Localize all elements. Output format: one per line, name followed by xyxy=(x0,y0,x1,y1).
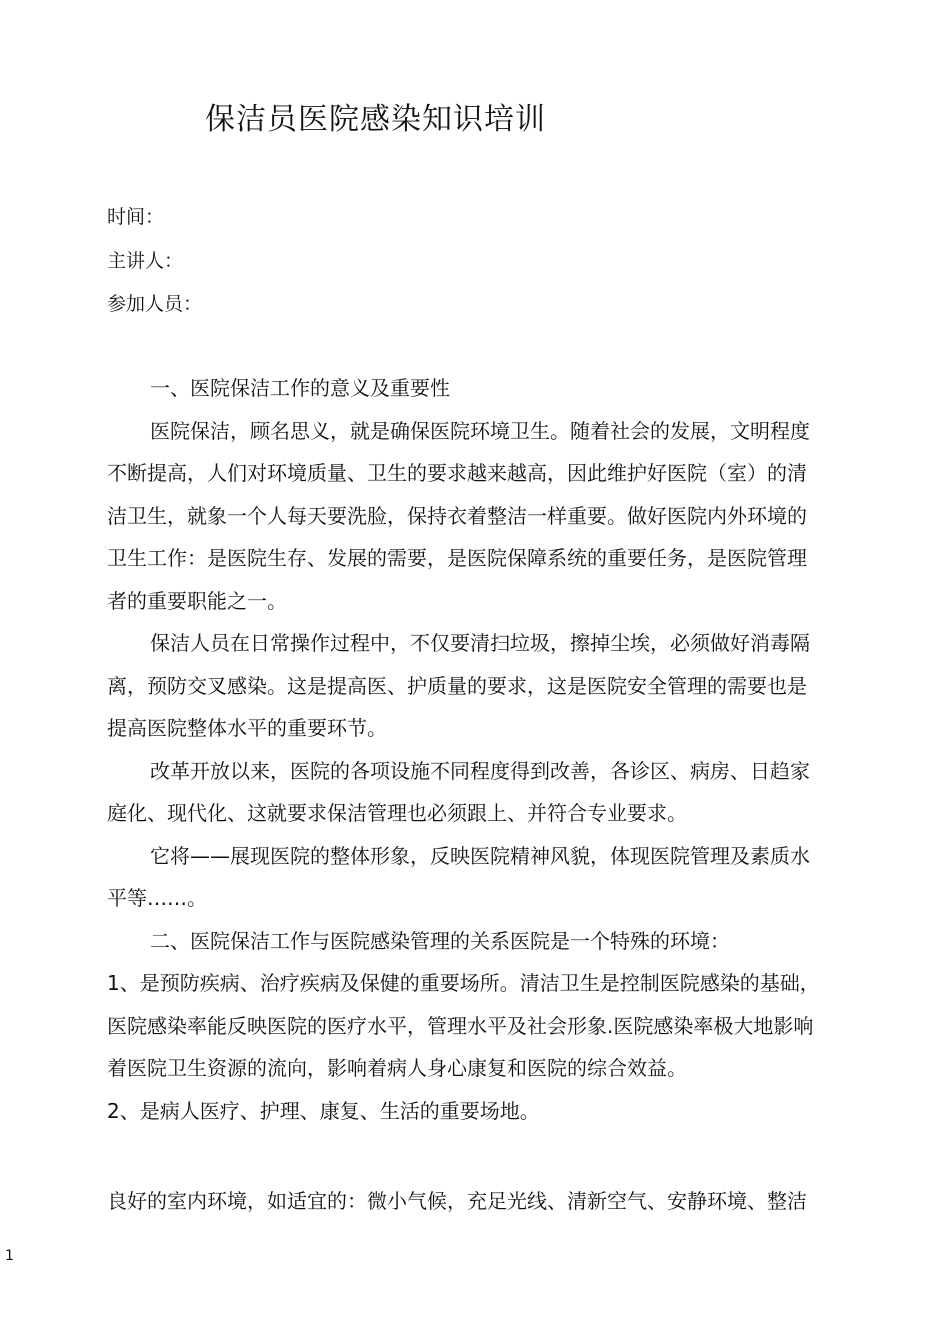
paragraph-line: 不断提高，人们对环境质量、卫生的要求越来越高，因此维护好医院（室）的清 xyxy=(107,461,807,485)
list-item-2: 2、是病人医疗、护理、康复、生活的重要场地。 xyxy=(107,1099,540,1123)
paragraph-line: 保洁人员在日常操作过程中，不仅要清扫垃圾，擦掉尘埃，必须做好消毒隔 xyxy=(150,631,810,655)
speaker-label: 主讲人： xyxy=(107,250,184,272)
paragraph-line: 洁卫生，就象一个人每天要洗脸，保持衣着整洁一样重要。做好医院内外环境的 xyxy=(107,504,807,528)
paragraph-line: 医院感染率能反映医院的医疗水平，管理水平及社会形象.医院感染率极大地影响 xyxy=(107,1014,814,1038)
paragraph-line: 着医院卫生资源的流向，影响着病人身心康复和医院的综合效益。 xyxy=(107,1056,687,1080)
paragraph-line: 卫生工作：是医院生存、发展的需要，是医院保障系统的重要任务，是医院管理 xyxy=(107,546,807,570)
section-heading-2: 二、医院保洁工作与医院感染管理的关系医院是一个特殊的环境： xyxy=(150,929,730,953)
paragraph-line: 提高医院整体水平的重要环节。 xyxy=(107,716,387,740)
paragraph-line: 离，预防交叉感染。这是提高医、护质量的要求，这是医院安全管理的需要也是 xyxy=(107,674,807,698)
paragraph-line: 平等……。 xyxy=(107,886,207,910)
paragraph-line: 庭化、现代化、这就要求保洁管理也必须跟上、并符合专业要求。 xyxy=(107,801,687,825)
paragraph-line: 者的重要职能之一。 xyxy=(107,589,287,613)
paragraph-line: 它将——展现医院的整体形象，反映医院精神风貌，体现医院管理及素质水 xyxy=(150,844,810,868)
page-number: 1 xyxy=(5,1248,14,1264)
time-label: 时间： xyxy=(107,206,165,228)
paragraph-line: 改革开放以来，医院的各项设施不同程度得到改善，各诊区、病房、日趋家 xyxy=(150,759,810,783)
list-item-1: 1、是预防疾病、治疗疾病及保健的重要场所。清洁卫生是控制医院感染的基础， xyxy=(107,971,820,995)
paragraph-line: 良好的室内环境，如适宜的：微小气候，充足光线、清新空气、安静环境、整洁 xyxy=(107,1189,807,1213)
participants-label: 参加人员： xyxy=(107,293,203,315)
paragraph-line: 医院保洁，顾名思义，就是确保医院环境卫生。随着社会的发展，文明程度 xyxy=(150,419,810,443)
section-heading-1: 一、医院保洁工作的意义及重要性 xyxy=(150,376,450,400)
page-title: 保洁员医院感染知识培训 xyxy=(205,102,546,137)
